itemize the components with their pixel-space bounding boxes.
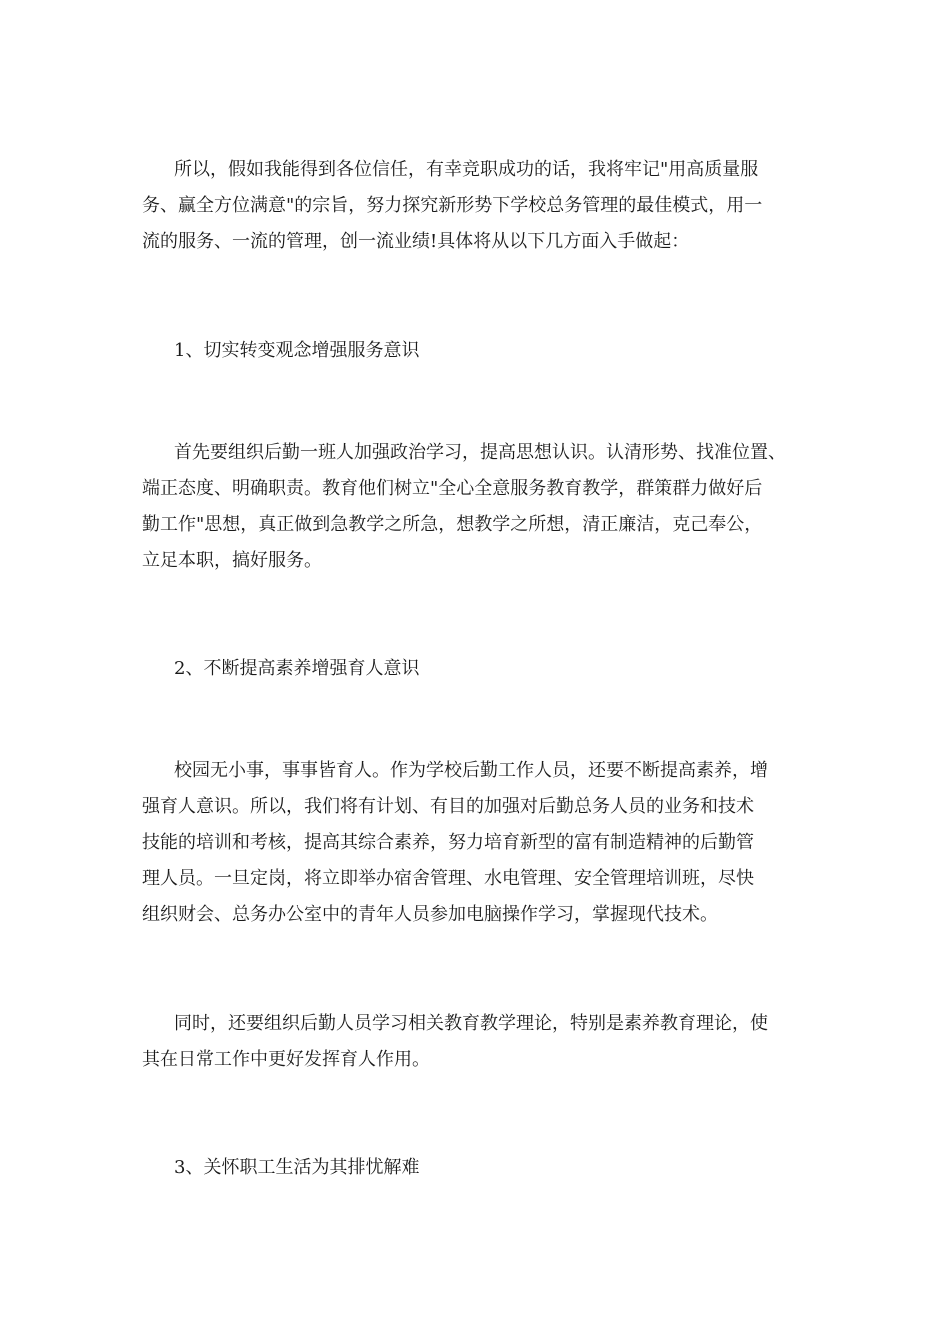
paragraph-line: 同时，还要组织后勤人员学习相关教育教学理论，特别是素养教育理论，使 bbox=[174, 1013, 768, 1034]
paragraph-line: 组织财会、总务办公室中的青年人员参加电脑操作学习，掌握现代技术。 bbox=[142, 904, 718, 925]
paragraph-line: 务、赢全方位满意"的宗旨，努力探究新形势下学校总务管理的最佳模式，用一 bbox=[142, 195, 763, 216]
paragraph-line: 立足本职，搞好服务。 bbox=[142, 550, 322, 571]
paragraph-section-1 bbox=[142, 435, 812, 579]
paragraph-line: 勤工作"思想，真正做到急教学之所急，想教学之所想，清正廉洁，克己奉公， bbox=[142, 514, 763, 535]
paragraph-section-2b bbox=[142, 1006, 812, 1078]
paragraph-line: 校园无小事，事事皆育人。作为学校后勤工作人员，还要不断提高素养，增 bbox=[174, 760, 768, 781]
paragraph-line: 其在日常工作中更好发挥育人作用。 bbox=[142, 1049, 430, 1070]
paragraph-line: 流的服务、一流的管理，创一流业绩!具体将从以下几方面入手做起： bbox=[142, 231, 690, 252]
paragraph-line: 理人员。一旦定岗，将立即举办宿舍管理、水电管理、安全管理培训班，尽快 bbox=[142, 868, 754, 889]
paragraph-line: 所以，假如我能得到各位信任，有幸竞职成功的话，我将牢记"用高质量服 bbox=[174, 159, 759, 180]
paragraph-intro bbox=[142, 152, 812, 260]
paragraph-section-2 bbox=[142, 753, 812, 933]
paragraph-line: 强育人意识。所以，我们将有计划、有目的加强对后勤总务人员的业务和技术 bbox=[142, 796, 754, 817]
paragraph-line: 首先要组织后勤一班人加强政治学习，提高思想认识。认清形势、找准位置、 bbox=[174, 442, 786, 463]
section-heading-1: 1、切实转变观念增强服务意识 bbox=[174, 340, 420, 361]
paragraph-line: 端正态度、明确职责。教育他们树立"全心全意服务教育教学，群策群力做好后 bbox=[142, 478, 763, 499]
section-heading-3: 3、关怀职工生活为其排忧解难 bbox=[174, 1157, 420, 1178]
paragraph-line: 技能的培训和考核，提高其综合素养，努力培育新型的富有制造精神的后勤管 bbox=[142, 832, 754, 853]
section-heading-2: 2、不断提高素养增强育人意识 bbox=[174, 658, 420, 679]
